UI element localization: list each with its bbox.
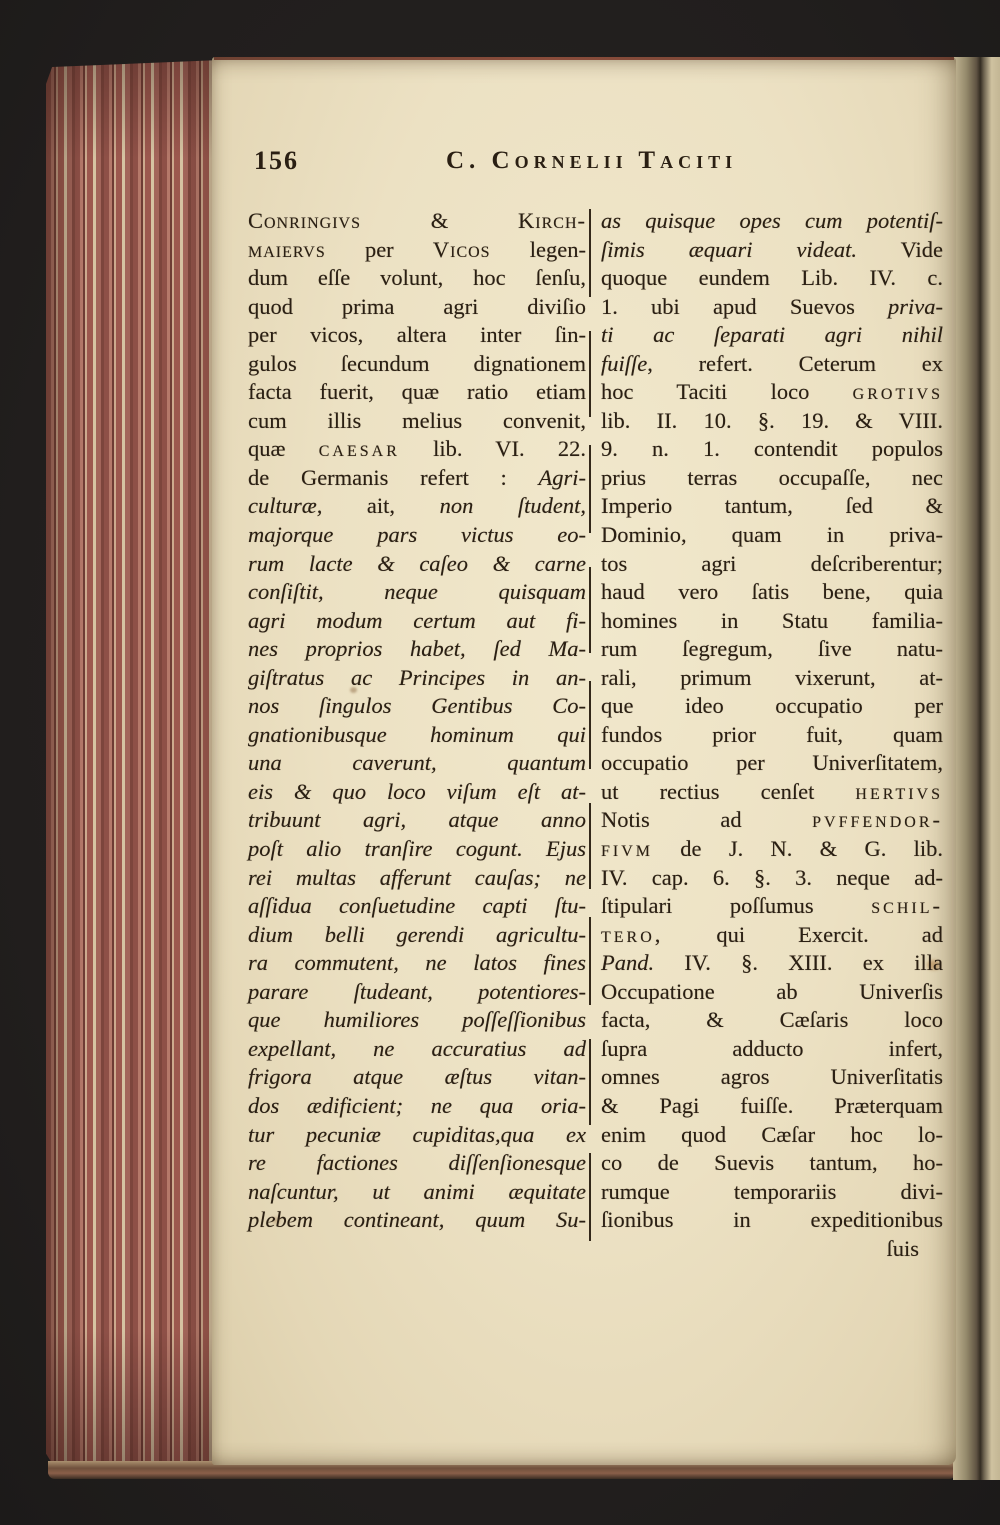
text-segment: que ideo occupatio per <box>601 693 943 719</box>
catchword-line <box>601 1235 943 1264</box>
text-segment: fivm <box>601 836 654 862</box>
text-segment: lib. VI. 22. <box>399 436 586 462</box>
text-segment: quoque eundem Lib. IV. c. <box>601 265 943 291</box>
text-segment: quæ <box>248 436 319 462</box>
text-segment: caesar <box>318 436 400 462</box>
text-segment: qui Exercit. ad <box>663 921 943 947</box>
text-segment: rali, primum vixerunt, at- <box>601 664 943 690</box>
text-segment: facta fuerit, quæ ratio etiam <box>248 379 586 405</box>
text-line <box>601 492 943 521</box>
text-segment: enim quod Cæſar hoc lo- <box>601 1121 943 1147</box>
text-segment: tos agri deſcriberentur; <box>601 550 943 576</box>
text-line <box>248 1063 586 1092</box>
text-segment: dum eſſe volunt, hoc ſenſu, <box>248 265 586 291</box>
text-line <box>248 607 586 636</box>
text-line <box>248 721 586 750</box>
text-segment: maiervs <box>248 236 326 262</box>
text-line <box>601 949 943 978</box>
text-line <box>248 464 586 493</box>
text-line <box>601 1206 943 1235</box>
text-segment: legen- <box>490 236 586 262</box>
text-segment: ut rectius cenſet <box>601 778 856 804</box>
text-line <box>601 207 943 236</box>
text-line <box>601 864 943 893</box>
text-segment: , refert. Ceterum ex <box>647 350 943 376</box>
book-fore-edge-page-stack <box>46 60 220 1472</box>
running-title: C. Cornelii Taciti <box>446 147 738 174</box>
text-line <box>248 521 586 550</box>
text-line <box>601 607 943 636</box>
text-segment: IV. cap. 6. §. 3. neque ad- <box>601 864 943 890</box>
text-line <box>601 635 943 664</box>
text-line <box>601 464 943 493</box>
text-line <box>601 236 943 265</box>
text-segment: tribuunt agri, atque anno <box>248 807 586 833</box>
text-segment: rumque temporariis divi- <box>601 1178 943 1204</box>
text-line <box>248 806 586 835</box>
text-segment: prius terras occupaſſe, nec <box>601 464 943 490</box>
text-line <box>601 721 943 750</box>
text-segment: per vicos, altera inter ſin- <box>248 322 586 348</box>
text-segment: haud vero ſatis bene, quia <box>601 579 943 605</box>
text-line <box>601 806 943 835</box>
text-line <box>601 321 943 350</box>
text-segment: Notis ad <box>601 807 813 833</box>
text-segment: de Germanis refert : <box>248 464 539 490</box>
text-segment: parare ſtudeant, potentiores- <box>248 978 586 1004</box>
text-segment: naſcuntur, ut animi æquitate <box>248 1178 586 1204</box>
text-segment: per <box>325 236 433 262</box>
text-segment: pvffendor- <box>812 807 943 833</box>
text-line <box>248 1149 586 1178</box>
text-segment: ſimis æquari videat. <box>601 236 858 262</box>
text-line <box>248 207 586 236</box>
text-line <box>601 578 943 607</box>
text-line <box>601 378 943 407</box>
text-segment: conſiſtit, neque quisquam <box>248 579 586 605</box>
text-segment: schil- <box>871 893 943 919</box>
text-line <box>601 1149 943 1178</box>
text-line <box>248 1178 586 1207</box>
text-line <box>601 778 943 807</box>
text-segment: gulos ſecundum dignationem <box>248 350 586 376</box>
text-segment: grotivs <box>852 379 943 405</box>
text-line <box>601 835 943 864</box>
text-line <box>248 378 586 407</box>
text-column-right <box>601 207 943 1263</box>
text-line <box>601 1121 943 1150</box>
text-segment: agri modum certum aut fi- <box>248 607 586 633</box>
text-segment: rum lacte & caſeo & carne <box>248 550 586 576</box>
text-line <box>248 350 586 379</box>
text-segment: poſt alio tranſire cogunt. Ejus <box>248 836 586 862</box>
text-line <box>601 692 943 721</box>
text-line <box>601 1092 943 1121</box>
text-line <box>248 949 586 978</box>
text-segment: quod prima agri diviſio <box>248 293 586 319</box>
text-line <box>601 921 943 950</box>
text-segment: majorque pars victus eo- <box>248 522 586 548</box>
text-line <box>248 864 586 893</box>
text-line <box>248 778 586 807</box>
text-segment: re factiones diſſenſionesque <box>248 1150 586 1176</box>
text-line <box>248 321 586 350</box>
text-line <box>248 492 586 521</box>
text-segment: Dominio, quam in priva- <box>601 522 943 548</box>
text-line <box>248 1006 586 1035</box>
text-line <box>248 435 586 464</box>
text-segment: que humiliores poſſeſſionibus <box>248 1007 586 1033</box>
text-line <box>601 435 943 464</box>
text-line <box>248 1092 586 1121</box>
text-segment: nos ſingulos Gentibus Co- <box>248 693 586 719</box>
text-line <box>248 236 586 265</box>
text-segment: nes proprios habet, ſed Ma- <box>248 636 586 662</box>
text-line <box>248 1121 586 1150</box>
text-line <box>248 550 586 579</box>
text-segment: as quisque opes cum potentiſ- <box>601 208 943 233</box>
page-number: 156 <box>254 146 299 175</box>
text-segment: eis & quo loco viſum eſt at- <box>248 778 586 804</box>
text-segment: non ſtudent, <box>439 493 586 519</box>
text-segment: dium belli gerendi agricultu- <box>248 921 586 947</box>
text-segment: tero, <box>601 921 664 947</box>
text-segment: fuiſſe <box>601 350 648 376</box>
text-segment: tur pecuniæ cupiditas,qua ex <box>248 1121 586 1147</box>
text-segment: aſſidua conſuetudine capti ſtu- <box>248 893 586 919</box>
text-segment: ſionibus in expeditionibus <box>601 1207 943 1233</box>
text-line <box>601 264 943 293</box>
text-line <box>248 293 586 322</box>
text-segment: giſtratus ac Principes in an- <box>248 664 586 690</box>
text-line <box>248 835 586 864</box>
text-segment: Conringivs <box>248 208 362 233</box>
text-segment: de J. N. & G. lib. <box>653 836 943 862</box>
text-line <box>601 350 943 379</box>
text-segment: ra commutent, ne latos fines <box>248 950 586 976</box>
text-line <box>601 1063 943 1092</box>
text-segment: IV. §. XIII. ex illa <box>654 950 943 976</box>
text-segment: hoc Taciti loco <box>601 379 853 405</box>
text-segment: omnes agros Univerſitatis <box>601 1064 943 1090</box>
text-segment: & <box>361 208 519 233</box>
text-segment: Kirch- <box>518 208 586 233</box>
text-segment: ſuis <box>886 1235 919 1261</box>
text-line <box>248 892 586 921</box>
text-line <box>601 1006 943 1035</box>
text-line <box>601 978 943 1007</box>
text-segment: hertivs <box>855 778 943 804</box>
text-segment: rei multas afferunt cauſas; ne <box>248 864 586 890</box>
text-line <box>248 921 586 950</box>
text-segment: una caverunt, quantum <box>248 750 586 776</box>
text-segment: Vicos <box>432 236 491 262</box>
text-line <box>601 749 943 778</box>
text-line <box>248 692 586 721</box>
text-segment: occupatio per Univerſitatem, <box>601 750 943 776</box>
text-line <box>601 521 943 550</box>
text-line <box>601 1178 943 1207</box>
text-segment: cum illis melius convenit, <box>248 407 586 433</box>
text-line <box>248 978 586 1007</box>
text-line <box>601 550 943 579</box>
text-segment: priva- <box>888 293 943 319</box>
text-segment: ſupra adducto infert, <box>601 1035 943 1061</box>
text-segment: lib. II. 10. §. 19. & VIII. <box>601 407 943 433</box>
text-line <box>248 1206 586 1235</box>
text-segment: Occupatione ab Univerſis <box>601 978 943 1004</box>
text-line <box>248 407 586 436</box>
text-segment: culturæ, <box>248 493 367 519</box>
text-segment: expellant, ne accuratius ad <box>248 1035 586 1061</box>
text-line <box>248 578 586 607</box>
text-segment: dos ædificient; ne qua oria- <box>248 1092 586 1118</box>
text-line <box>248 635 586 664</box>
text-segment: Imperio tantum, ſed & <box>601 493 943 519</box>
text-segment: fundos prior fuit, quam <box>601 721 943 747</box>
text-line <box>601 892 943 921</box>
book-gutter-shadow <box>953 57 1000 1480</box>
text-segment: Vide <box>857 236 944 262</box>
text-line <box>248 264 586 293</box>
text-line <box>248 1035 586 1064</box>
text-segment: & Pagi fuiſſe. Præterquam <box>601 1092 943 1118</box>
book-page <box>212 57 956 1465</box>
text-segment: frigora atque æſtus vitan- <box>248 1064 586 1090</box>
text-segment: 9. n. 1. contendit populos <box>601 436 943 462</box>
text-line <box>601 664 943 693</box>
text-line <box>248 664 586 693</box>
text-segment: plebem contineant, quum Su- <box>248 1207 586 1233</box>
text-segment: homines in Statu familia- <box>601 607 943 633</box>
text-segment: ti ac ſeparati agri nihil <box>601 322 943 348</box>
text-segment: co de Suevis tantum, ho- <box>601 1150 943 1176</box>
text-segment: ſtipulari poſſumus <box>601 893 872 919</box>
text-segment: facta, & Cæſaris loco <box>601 1007 943 1033</box>
text-segment: ait, <box>366 493 440 519</box>
text-line <box>601 1035 943 1064</box>
text-segment: gnationibusque hominum qui <box>248 721 586 747</box>
text-segment: Pand. <box>601 950 655 976</box>
text-line <box>601 407 943 436</box>
text-line <box>601 293 943 322</box>
text-segment: 1. ubi apud Suevos <box>601 293 888 319</box>
text-column-left <box>248 207 586 1235</box>
column-divider-rule <box>589 209 591 1255</box>
page-header <box>212 145 956 181</box>
text-line <box>248 749 586 778</box>
text-segment: rum ſegregum, ſive natu- <box>601 636 943 662</box>
text-segment: Agri- <box>538 464 586 490</box>
